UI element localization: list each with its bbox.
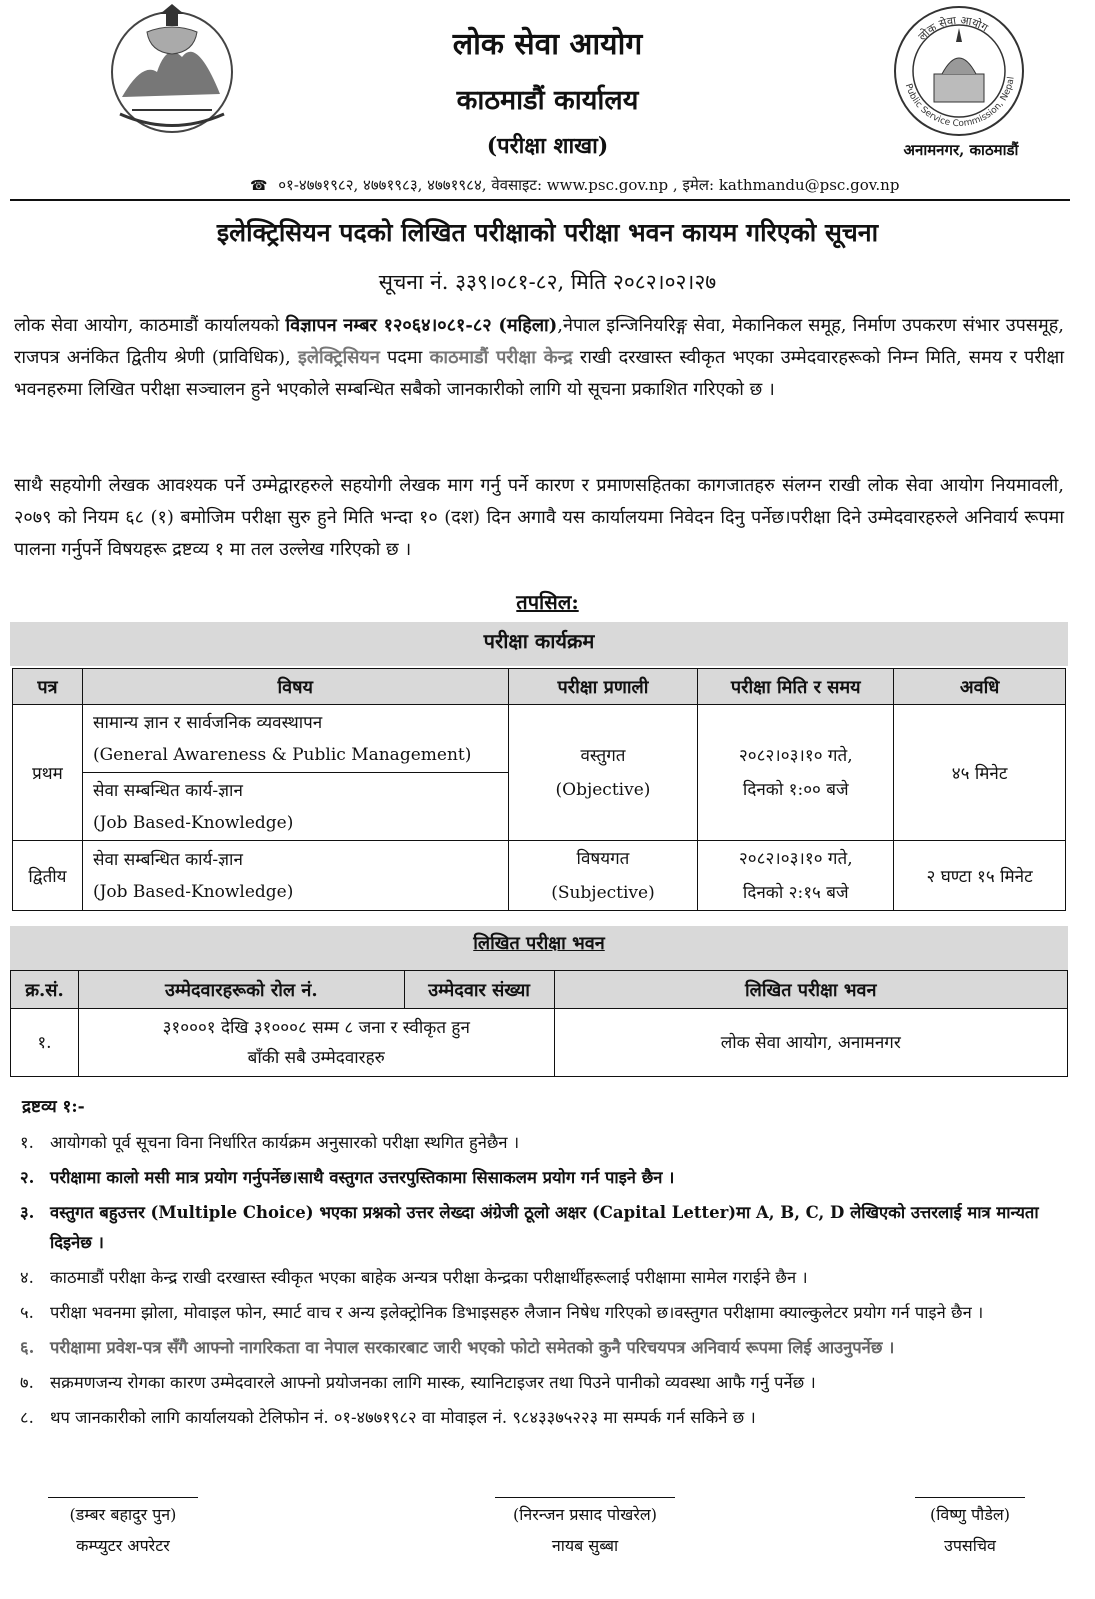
note-text: परीक्षामा कालो मसी मात्र प्रयोग गर्नुपर्नेछ।साथै वस्तुगत उत्तरपुस्तिकामा सिसाकलम प्रयोग गर्न पाइने छैन । — [50, 1168, 675, 1187]
col-paper: पत्र — [13, 669, 83, 705]
signatory-name: (विष्णु पौडेल) — [930, 1505, 1010, 1524]
notes-list — [20, 1128, 1070, 1438]
signature-block — [38, 1497, 208, 1560]
office-name: काठमाडौं कार्यालय — [456, 85, 639, 116]
note-text: परीक्षा भवनमा झोला, मोवाइल फोन, स्मार्ट वाच र अन्य इलेक्ट्रोनिक डिभाइसहरु लैजान निषेध गरिएको छ।वस्तुगत परीक्षामा क्याल्कुलेटर प्रयोग गर्न पाइने छैन । — [50, 1303, 984, 1322]
subject-np: सेवा सम्बन्धित कार्य-ज्ञान — [92, 849, 243, 870]
col-system: परीक्षा प्रणाली — [508, 669, 698, 705]
psc-seal-text-en: Public Service Commission, Nepal — [902, 76, 1017, 130]
advert-number: विज्ञापन नम्बर १२०६४।०८१-८२ (महिला) — [285, 315, 558, 336]
note-text: वस्तुगत बहुउत्तर (Multiple Choice) भएका प्रश्नको उत्तर लेख्दा अंग्रेजी ठूलो अक्षर (Capital Letter)मा A, B, C, D लेखिएको उत्तरलाई मात्र मान्यता दिइनेछ । — [50, 1203, 1039, 1252]
datetime-cell — [698, 841, 894, 911]
psc-seal-icon — [890, 2, 1028, 140]
note-number: ५. — [20, 1303, 34, 1322]
col-roll: उम्मेदवारहरूको रोल नं. — [78, 971, 404, 1009]
col-sn: क्र.सं. — [11, 971, 79, 1009]
roll-cell — [78, 1009, 554, 1077]
table-row — [13, 705, 1066, 773]
list-item — [20, 1403, 1070, 1433]
letterhead — [0, 0, 1095, 200]
tapsil-label: तपसिल: — [516, 590, 579, 614]
col-subject: विषय — [82, 669, 508, 705]
note-text: सक्रमणजन्य रोगका कारण उम्मेदवारले आफ्नो प्रयोजनका लागि मास्क, स्यानिटाइजर तथा पिउने पानीको व्यवस्था आफै गर्नु पर्नेछ । — [50, 1373, 816, 1392]
subject-np: सामान्य ज्ञान र सार्वजनिक व्यवस्थापन — [92, 712, 323, 733]
subject-en: (Job Based-Knowledge) — [92, 812, 294, 833]
org-name: लोक सेवा आयोग — [452, 27, 643, 62]
building-cell: लोक सेवा आयोग, अनामनगर — [554, 1009, 1067, 1077]
subject-np: सेवा सम्बन्धित कार्य-ज्ञान — [92, 780, 243, 801]
duration-cell: २ घण्टा १५ मिनेट — [894, 841, 1066, 911]
email-link[interactable]: kathmandu@psc.gov.np — [718, 176, 900, 194]
table-row — [13, 841, 1066, 911]
system-np: वस्तुगत — [580, 745, 626, 766]
signatory-designation: नायब सुब्बा — [551, 1536, 619, 1555]
table-row — [11, 1009, 1068, 1077]
schedule-header-row — [13, 669, 1066, 705]
notes-title: द्रष्टव्य १:- — [22, 1097, 85, 1117]
tapsil-heading — [0, 588, 1095, 615]
exam-date: २०८२।०३।१० गते, — [738, 848, 853, 869]
subject-cell — [82, 841, 508, 911]
col-duration: अवधि — [894, 669, 1066, 705]
system-cell — [508, 705, 698, 841]
notice-paragraph-2: साथै सहयोगी लेखक आवश्यक पर्ने उम्मेद्वारहरुले सहयोगी लेखक माग गर्नु पर्ने कारण र प्रमाणसहितका कागजातहरु संलग्न राखी लोक सेवा आयोग नियमावली, २०७९ को नियम ६८ (१) बमोजिम परीक्षा सुरु हुने मिति भन्दा १० (दश) दिन अगावै यस कार्यालयमा निवेदन दिनु पर्नेछ।परीक्षा दिने उम्मेदवारहरुले अनिवार्य रूपमा पालना गर्नुपर्ने विषयहरू द्रष्टव्य १ मा तल उल्लेख गरिएको छ । — [14, 475, 1064, 560]
note-number: ७. — [20, 1373, 34, 1392]
list-item — [20, 1298, 1070, 1328]
exam-time: दिनको १:०० बजे — [742, 779, 849, 800]
note-number: ६. — [20, 1338, 35, 1357]
sn-cell: १. — [11, 1009, 79, 1077]
system-np: विषयगत — [576, 848, 630, 869]
psc-seal-text: लोक सेवा आयोग — [915, 13, 991, 43]
subject-en: (Job Based-Knowledge) — [92, 881, 294, 902]
signature-block — [905, 1497, 1035, 1560]
p1-text-g: राखी दरखास्त स्वीकृत भएका उम्मेदवारहरूको निम्न मिति, समय र परीक्षा भवनहरुमा लिखित परीक्षा सञ्चालन हुने भएकोले सम्बन्धित सबैको जानकारीको लागि यो सूचना प्रकाशित गरिएको छ । — [14, 347, 1065, 400]
venue-title — [10, 926, 1068, 970]
schedule-table — [12, 668, 1066, 911]
branch-name: (परीक्षा शाखा) — [486, 133, 609, 159]
list-item — [20, 1163, 1070, 1193]
system-en: (Objective) — [555, 779, 651, 800]
notice-paragraph-1 — [14, 310, 1064, 406]
list-item — [20, 1333, 1070, 1363]
svg-text:लोक सेवा आयोग — [916, 14, 991, 43]
system-cell — [508, 841, 698, 911]
note-text: आयोगको पूर्व सूचना विना निर्धारित कार्यक्रम अनुसारको परीक्षा स्थगित हुनेछैन । — [50, 1133, 520, 1152]
col-datetime: परीक्षा मिति र समय — [698, 669, 894, 705]
subject-cell — [82, 773, 508, 841]
subject-cell — [82, 705, 508, 773]
signature-line — [915, 1497, 1025, 1498]
system-en: (Subjective) — [551, 882, 655, 903]
note-number: ८. — [20, 1408, 34, 1427]
email-label: , इमेल: — [672, 176, 715, 194]
signature-line — [48, 1497, 198, 1498]
exam-time: दिनको २:१५ बजे — [742, 882, 849, 903]
note-number: ३. — [20, 1203, 35, 1222]
phone-icon: ☎ — [250, 178, 268, 194]
list-item — [20, 1368, 1070, 1398]
signatory-name: (डम्बर बहादुर पुन) — [69, 1505, 177, 1524]
note-text: काठमाडौं परीक्षा केन्द्र राखी दरखास्त स्वीकृत भएका बाहेक अन्यत्र परीक्षा केन्द्रका परीक्षार्थीहरूलाई परीक्षामा सामेल गराईने छैन । — [50, 1268, 808, 1287]
website-link[interactable]: www.psc.gov.np — [546, 176, 669, 194]
exam-date: २०८२।०३।१० गते, — [738, 745, 853, 766]
col-count: उम्मेदवार संख्या — [404, 971, 554, 1009]
list-item — [20, 1128, 1070, 1158]
note-number: २. — [20, 1168, 35, 1187]
venue-header-row — [11, 971, 1068, 1009]
subject-en: (General Awareness & Public Management) — [92, 744, 472, 765]
list-item — [20, 1198, 1070, 1258]
post-name: इलेक्ट्रिसियन — [298, 347, 380, 368]
paper-cell: द्वितीय — [13, 841, 83, 911]
col-building: लिखित परीक्षा भवन — [554, 971, 1067, 1009]
website-label: वेवसाइट: — [491, 176, 543, 194]
notice-number: सूचना नं. ३३९।०८१-८२, मिति २०८२।०२।२७ — [378, 270, 717, 294]
note-text: थप जानकारीको लागि कार्यालयको टेलिफोन नं. ०१-४७७१९८२ वा मोवाइल नं. ९८४३३७५२२३ मा सम्पर्क गर्न सकिने छ । — [50, 1408, 756, 1427]
signature-block — [485, 1497, 685, 1560]
schedule-title: परीक्षा कार्यक्रम — [10, 622, 1068, 666]
notice-title: इलेक्ट्रिसियन पदको लिखित परीक्षाको परीक्षा भवन कायम गरिएको सूचना — [216, 218, 879, 247]
office-address: अनामनगर, काठमाडौं — [903, 141, 1019, 159]
paper-cell: प्रथम — [13, 705, 83, 841]
note-number: ४. — [20, 1268, 34, 1287]
header-divider — [10, 199, 1070, 201]
signatory-name: (निरन्जन प्रसाद पोखरेल) — [512, 1505, 658, 1524]
venue-title-text: लिखित परीक्षा भवन — [473, 933, 605, 954]
exam-center: काठमाडौं परीक्षा केन्द्र — [429, 347, 573, 368]
duration-cell: ४५ मिनेट — [894, 705, 1066, 841]
note-text: परीक्षामा प्रवेश-पत्र सँगै आफ्नो नागरिकता वा नेपाल सरकारबाट जारी भएको फोटो समेतको कुनै परिचयपत्र अनिवार्य रूपमा लिई आउनुपर्नेछ । — [50, 1338, 895, 1357]
list-item — [20, 1263, 1070, 1293]
p1-text-c: ,नेपाल इन्जिनियरिङ्ग सेवा, मेकानिकल समूह, निर्माण उपकरण संभार उपसमूह, राजपत्र अनंकित द्वितीय श्रेणी (प्राविधिक), — [14, 315, 1065, 368]
venue-table — [10, 970, 1068, 1077]
note-number: १. — [20, 1133, 34, 1152]
p1-text-a: लोक सेवा आयोग, काठमाडौं कार्यालयको — [14, 315, 286, 336]
signatory-designation: कम्प्युटर अपरेटर — [76, 1536, 170, 1555]
datetime-cell — [698, 705, 894, 841]
roll-remaining: बाँकी सबै उम्मेदवारहरु — [247, 1047, 385, 1068]
signature-line — [495, 1497, 675, 1498]
contact-line — [250, 175, 899, 195]
p1-text-e: पदमा — [379, 347, 430, 368]
signatory-designation: उपसचिव — [944, 1536, 996, 1555]
roll-range: ३१०००१ देखि ३१०००८ सम्म ८ जना र स्वीकृत हुन — [162, 1017, 470, 1038]
phone-numbers: ०१-४७७१९८२, ४७७१९८३, ४७७१९८४, — [278, 176, 487, 194]
